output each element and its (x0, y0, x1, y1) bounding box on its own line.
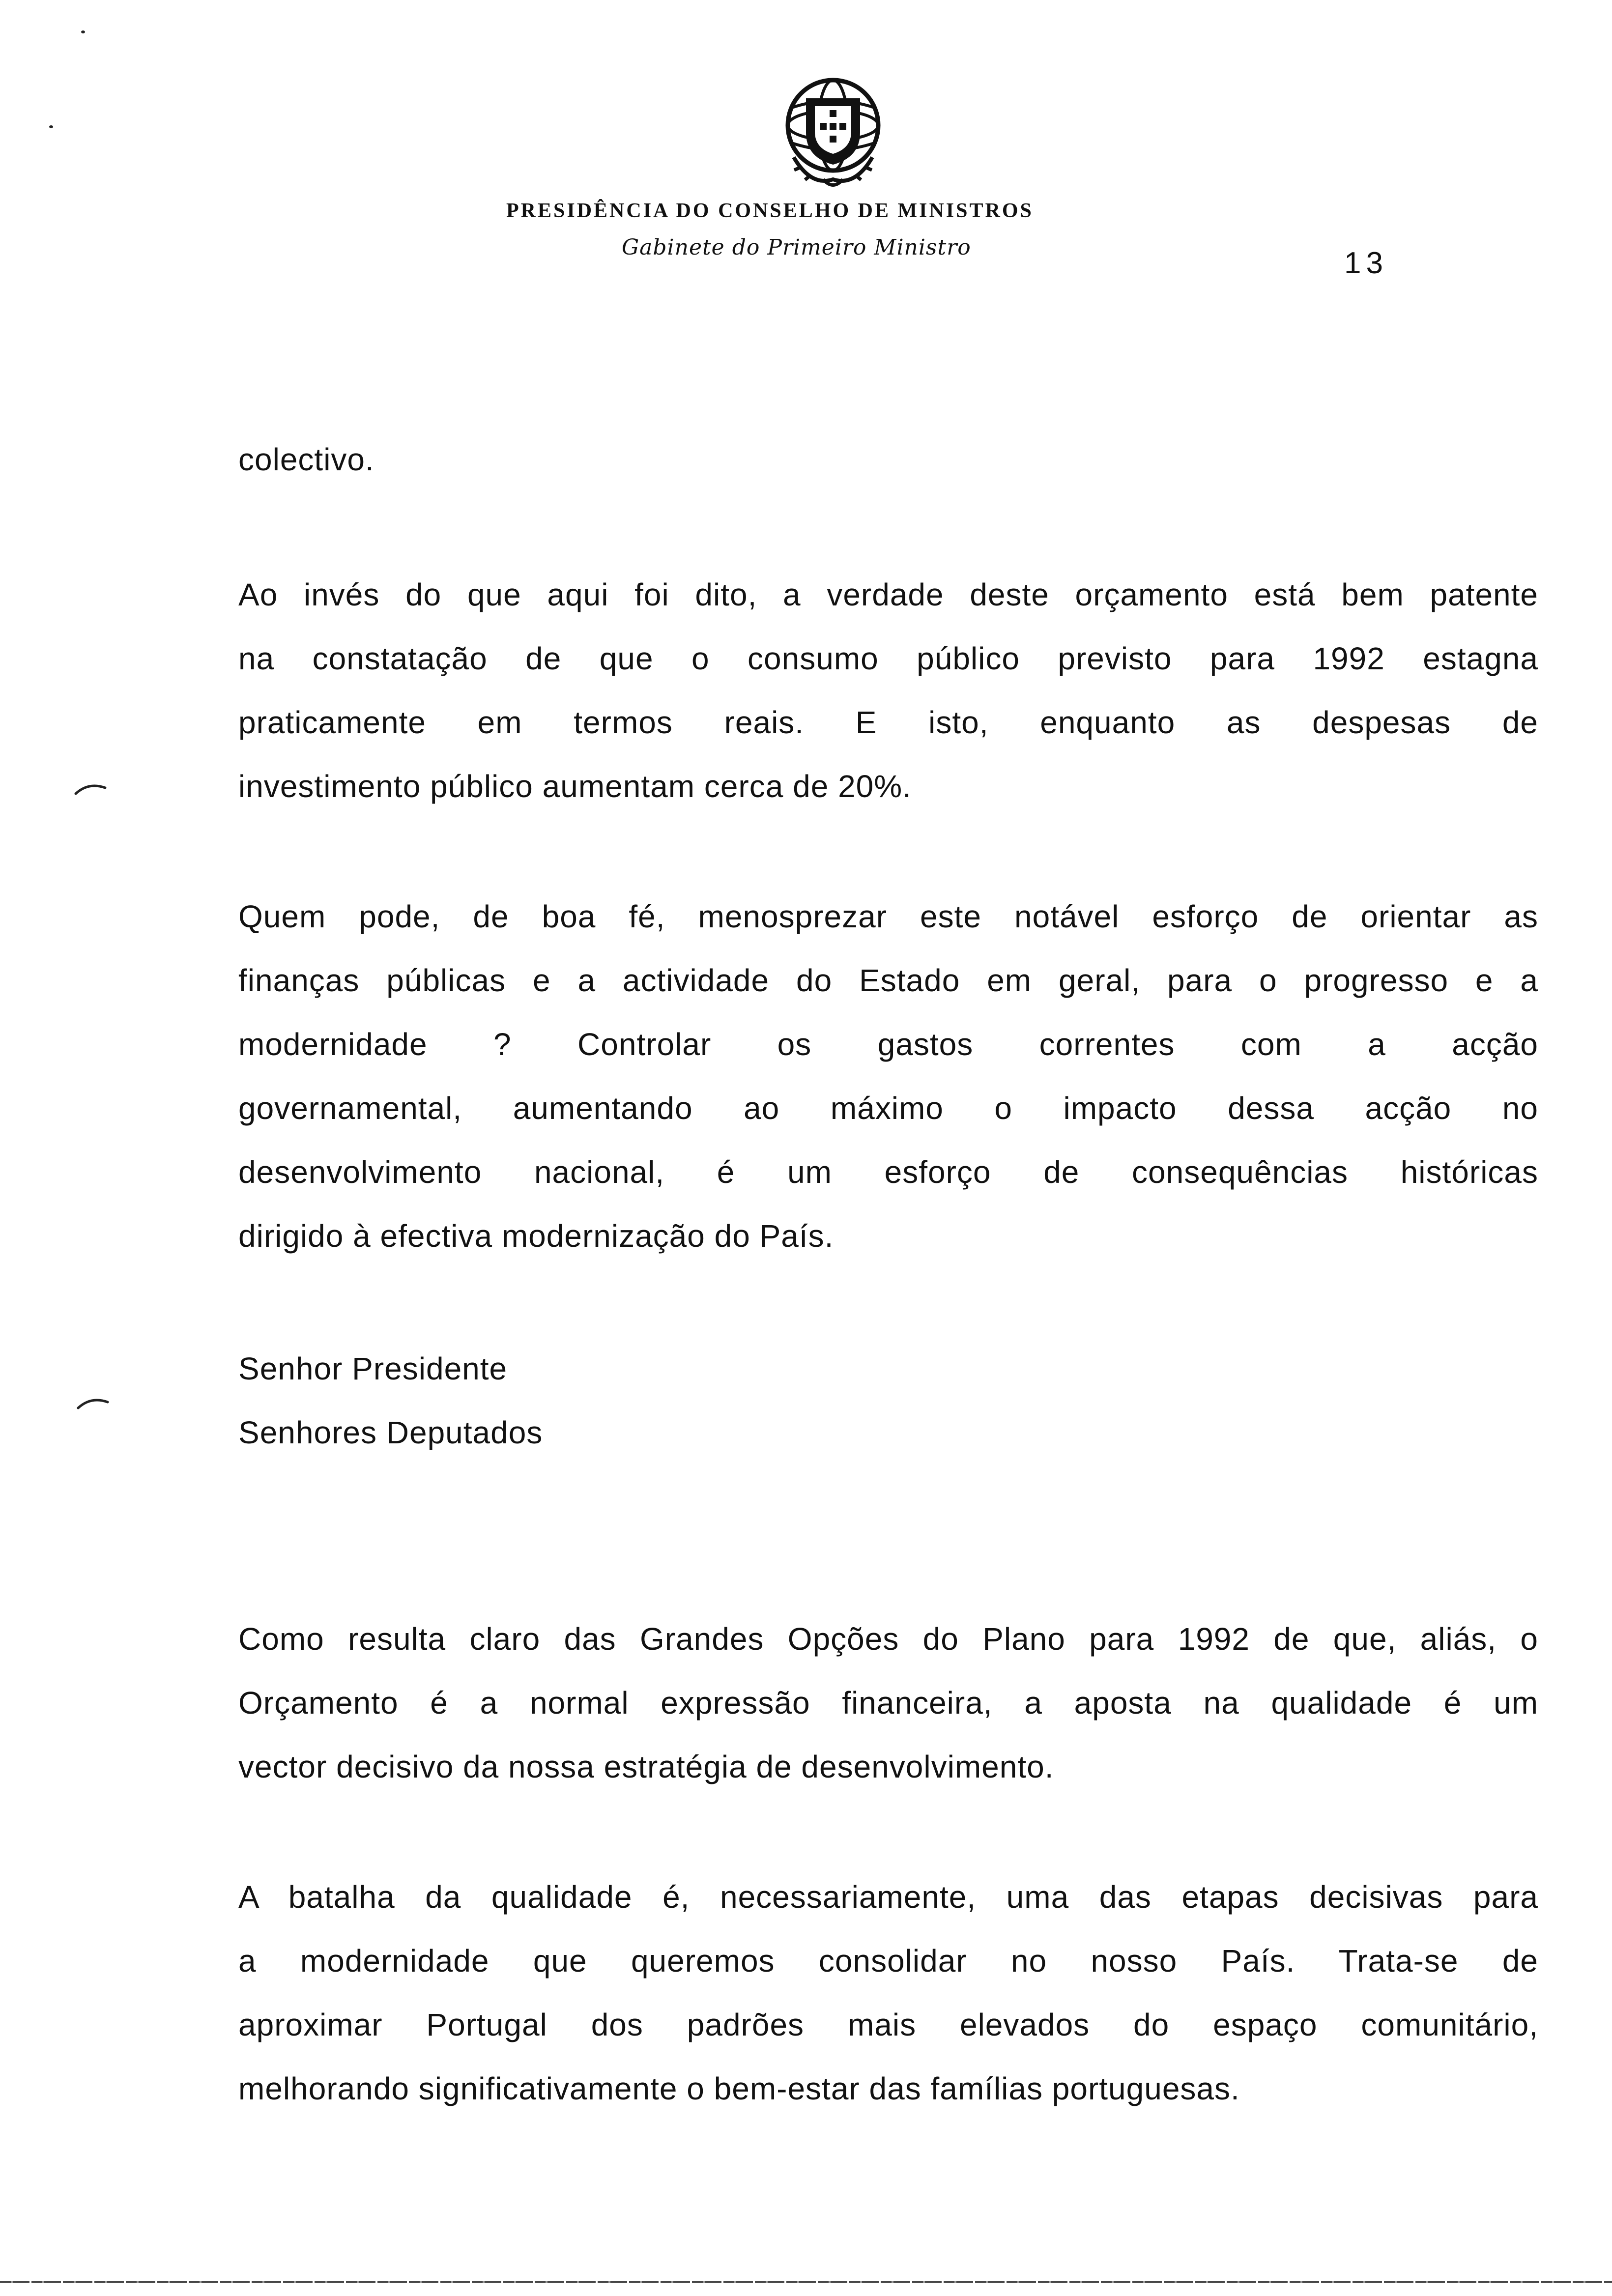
text-line: Ao invés do que aqui foi dito, a verdade deste orçamento está bem patente (238, 577, 1538, 612)
text-line: desenvolvimento nacional, é um esforço de consequências históricas (238, 1154, 1538, 1190)
text-line: Como resulta claro das Grandes Opções do Plano para 1992 de que, aliás, o (238, 1621, 1538, 1657)
text-line: a modernidade que queremos consolidar no nosso País. Trata-se de (238, 1943, 1538, 1979)
text-line: Senhor Presidente (238, 1351, 508, 1386)
paragraph-3 (238, 885, 1538, 1268)
scan-edge-line (0, 2281, 1612, 2283)
text-line: governamental, aumentando ao máximo o impacto dessa acção no (238, 1091, 1538, 1126)
text-line: Senhores Deputados (238, 1415, 543, 1450)
text-line: investimento público aumentam cerca de 20%. (238, 769, 912, 804)
text-line: A batalha da qualidade é, necessariamente, uma das etapas decisivas para (238, 1879, 1538, 1915)
text-line: na constatação de que o consumo público previsto para 1992 estagna (238, 641, 1538, 676)
scan-speck (81, 30, 85, 33)
text-line: colectivo. (238, 442, 374, 477)
coat-of-arms-emblem (777, 74, 890, 192)
office-subheader: Gabinete do Primeiro Ministro (622, 235, 971, 260)
page-number: 13 (1344, 246, 1388, 280)
margin-mark (74, 779, 108, 799)
scan-speck (49, 125, 53, 128)
text-line: vector decisivo da nossa estratégia de desenvolvimento. (238, 1749, 1054, 1784)
institution-header: PRESIDÊNCIA DO CONSELHO DE MINISTROS (506, 200, 1034, 222)
text-line: finanças públicas e a actividade do Estado em geral, para o progresso e a (238, 963, 1538, 998)
paragraph-2 (238, 563, 1538, 818)
text-line: praticamente em termos reais. E isto, enquanto as despesas de (238, 705, 1538, 740)
text-line: Orçamento é a normal expressão financeira, a aposta na qualidade é um (238, 1685, 1538, 1721)
salutation (238, 1337, 1538, 1464)
margin-mark (76, 1393, 111, 1413)
text-line: modernidade ? Controlar os gastos correntes com a acção (238, 1027, 1538, 1062)
text-line: Quem pode, de boa fé, menosprezar este notável esforço de orientar as (238, 899, 1538, 934)
text-line: melhorando significativamente o bem-estar das famílias portuguesas. (238, 2071, 1240, 2106)
paragraph-1 (238, 428, 1538, 491)
paragraph-5 (238, 1865, 1538, 2121)
paragraph-4 (238, 1607, 1538, 1799)
text-line: aproximar Portugal dos padrões mais elevados do espaço comunitário, (238, 2007, 1538, 2042)
text-line: dirigido à efectiva modernização do País. (238, 1218, 834, 1254)
